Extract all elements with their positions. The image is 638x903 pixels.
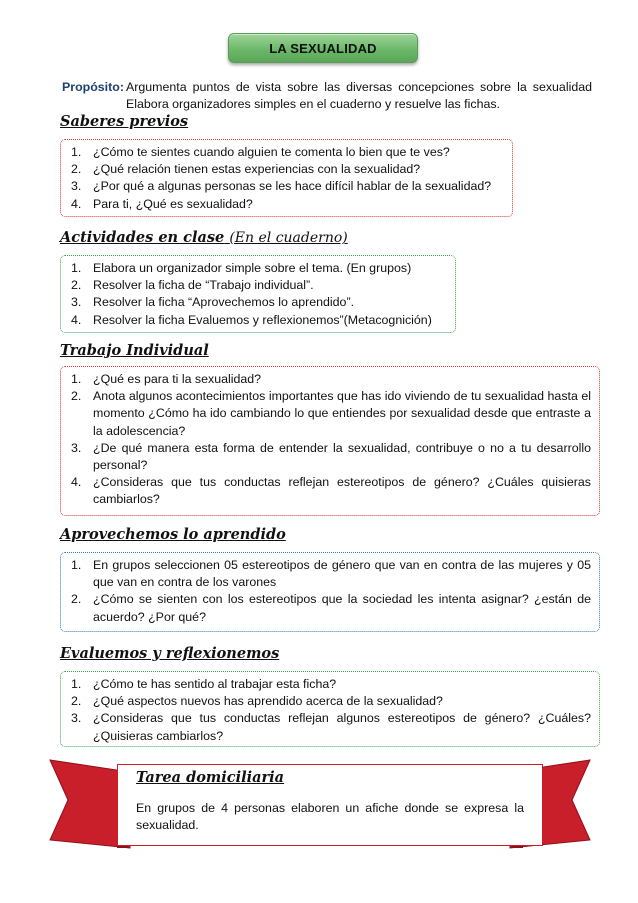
item-number: 1. — [71, 261, 82, 275]
question-list — [67, 676, 591, 745]
purpose-block — [62, 79, 592, 113]
section-heading-aprovechemos — [60, 526, 286, 543]
section-heading-text: Evaluemos y reflexionemos — [60, 645, 280, 662]
list-item — [67, 371, 591, 388]
item-text: Elabora un organizador simple sobre el tema. (En grupos) — [93, 261, 412, 275]
item-number: 1. — [71, 558, 82, 572]
homework-title: Tarea domiciliaria — [136, 769, 285, 786]
purpose-text: Argumenta puntos de vista sobre las diversas concepciones sobre la sexualidad Elabora organizadores simples en el cuaderno y resuelve las fichas. — [126, 80, 592, 111]
list-item — [67, 557, 591, 591]
item-number: 3. — [71, 295, 82, 310]
item-number: 3. — [71, 440, 82, 455]
item-text: ¿Por qué a algunas personas se les hace difícil hablar de la sexualidad? — [93, 179, 492, 194]
title-banner — [228, 33, 418, 63]
question-list — [67, 371, 591, 509]
item-text: ¿Consideras que tus conductas reflejan estereotipos de género? ¿Cuáles quisieras cambiarlos? — [93, 475, 591, 507]
item-number: 4. — [71, 475, 82, 490]
section-heading-text: Trabajo Individual — [60, 342, 209, 359]
item-text: ¿Consideras que tus conductas reflejan algunos estereotipos de género? ¿Cuáles? ¿Quisieras cambiarlos? — [93, 711, 591, 743]
item-number: 1. — [71, 145, 82, 159]
saberes-previos-box — [60, 139, 513, 217]
list-item — [67, 161, 504, 178]
list-item — [67, 474, 591, 508]
aprovechemos-box — [60, 552, 600, 632]
list-item — [67, 440, 591, 474]
section-heading-actividades — [60, 229, 348, 246]
item-text: ¿Cómo se sienten con los estereotipos que la sociedad les intenta asignar? ¿están de acuerdo? ¿Por qué? — [93, 592, 591, 624]
item-text: Anota algunos acontecimientos importantes que has ido viviendo de tu sexualidad hasta el momento ¿Cómo ha ido cambiando lo que entiendes por sexualidad desde que entraste a la adolescencia? — [93, 389, 591, 438]
question-list — [67, 557, 591, 626]
section-heading-text: Actividades en clase — [60, 229, 225, 246]
item-number: 1. — [71, 372, 82, 386]
page-title: LA SEXUALIDAD — [269, 40, 377, 56]
list-item — [67, 676, 591, 693]
item-text: ¿Cómo te has sentido al trabajar esta ficha? — [93, 677, 337, 691]
list-item — [67, 196, 504, 213]
activity-list — [67, 260, 447, 329]
section-heading-text: Saberes previos — [60, 113, 189, 130]
section-heading-evaluemos — [60, 645, 279, 662]
homework-box — [117, 764, 543, 846]
item-number: 3. — [71, 179, 82, 194]
item-text: ¿Qué relación tienen estas experiencias con la sexualidad? — [93, 162, 421, 177]
list-item — [67, 294, 447, 311]
list-item — [67, 260, 447, 277]
item-text: Para ti, ¿Qué es sexualidad? — [93, 196, 253, 211]
item-text: En grupos seleccionen 05 estereotipos de género que van en contra de las mujeres y 05 que van en contra de los varones — [93, 558, 591, 590]
item-number: 4. — [71, 196, 82, 211]
item-number: 2. — [71, 694, 82, 709]
evaluemos-box — [60, 671, 600, 747]
item-number: 2. — [71, 278, 82, 293]
list-item — [67, 591, 591, 625]
item-number: 4. — [71, 312, 82, 327]
list-item — [67, 693, 591, 710]
section-heading-text: Aprovechemos lo aprendido — [60, 526, 286, 543]
actividades-box — [60, 255, 456, 333]
item-text: ¿Qué aspectos nuevos has aprendido acerca de la sexualidad? — [93, 694, 443, 709]
list-item — [67, 277, 447, 294]
section-heading-note: (En el cuaderno) — [229, 230, 348, 246]
item-text: ¿Cómo te sientes cuando alguien te comenta lo bien que te ves? — [93, 145, 450, 159]
list-item — [67, 178, 504, 195]
list-item — [67, 388, 591, 440]
homework-text: En grupos de 4 personas elaboren un afiche donde se expresa la sexualidad. — [136, 801, 524, 832]
section-heading-trabajo-individual — [60, 342, 209, 359]
section-heading-saberes-previos — [60, 113, 188, 130]
list-item — [67, 144, 504, 161]
item-text: ¿De qué manera esta forma de entender la sexualidad, contribuye o no a tu desarrollo personal? — [93, 440, 591, 473]
item-text: Resolver la ficha Evaluemos y reflexionemos”(Metacognición) — [93, 312, 432, 327]
item-text: Resolver la ficha de “Trabajo individual”. — [93, 278, 314, 293]
item-text: Resolver la ficha “Aprovechemos lo aprendido”. — [93, 295, 355, 310]
purpose-label: Propósito: — [62, 80, 124, 94]
item-number: 2. — [71, 162, 82, 177]
item-text: ¿Qué es para ti la sexualidad? — [93, 372, 262, 386]
item-number: 2. — [71, 389, 82, 404]
item-number: 2. — [71, 592, 82, 607]
list-item — [67, 312, 447, 329]
item-number: 1. — [71, 677, 82, 691]
item-number: 3. — [71, 711, 82, 726]
question-list — [67, 144, 504, 213]
trabajo-individual-box — [60, 366, 600, 516]
